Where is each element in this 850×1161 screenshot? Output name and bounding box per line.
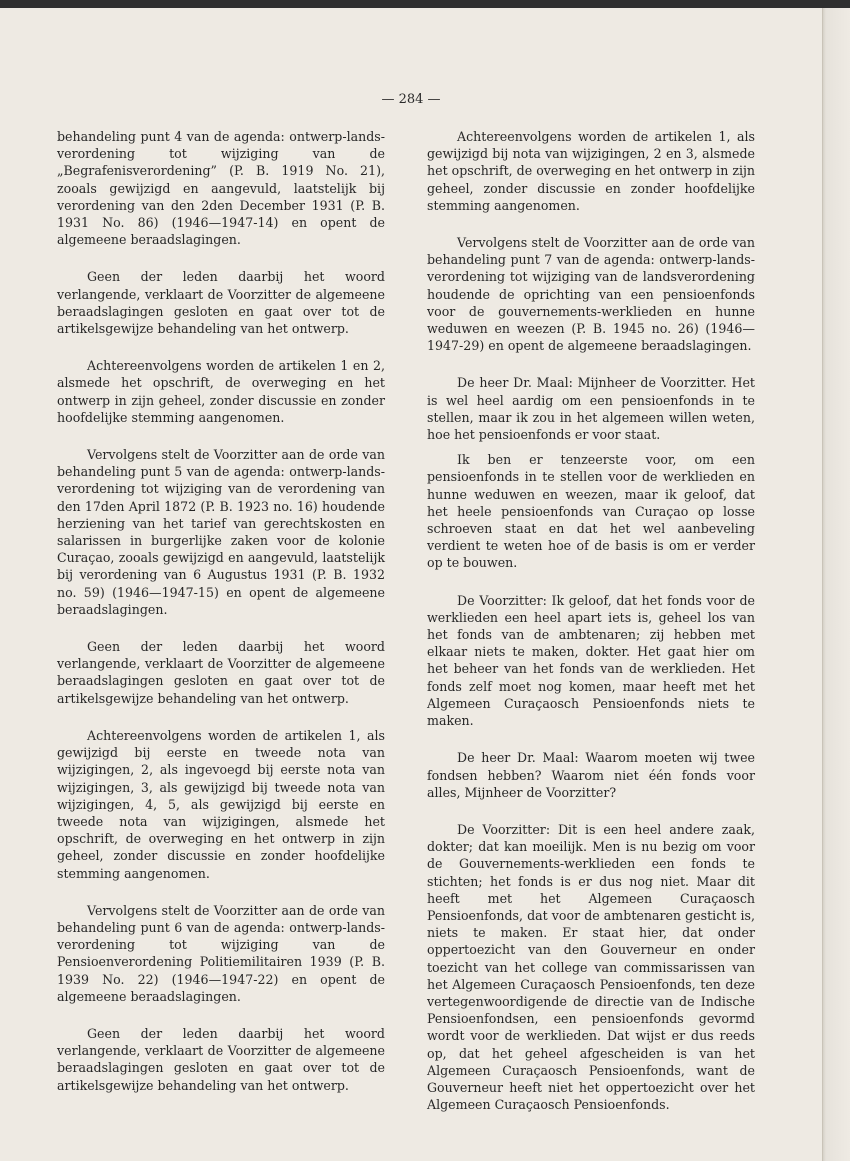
- paragraph: Achtereenvolgens worden de artikelen 1, als gewijzigd bij nota van wijzigingen, 2 en 3, alsmede het opschrift, de overweging en het ontwerp in zijn geheel, zonder discussie en zonder hoofdelijke stemming aangenomen.: [427, 129, 755, 213]
- paragraph: De Voorzitter: Ik geloof, dat het fonds voor de werklieden een heel apart iets is, geheel los van het fonds van de ambtenaren; zij hebben met elkaar niets te maken, dokter. Het gaat hier om het beheer van het fonds van de werklieden. Het fonds zelf moet nog komen, maar heeft met het Algemeen Curaçaosch Pensioenfonds niets te maken.: [427, 592, 755, 729]
- page-edge: [822, 8, 850, 1161]
- paragraph: Ik ben er tenzeerste voor, om een pensioenfonds in te stellen voor de werklieden en hunne weduwen en weezen, maar ik geloof, dat het heele pensioenfonds van Curaçao op losse schroeven staat en dat het wel aanbeveling verdient te weten hoe of de basis is om er verder op te bouwen.: [427, 452, 755, 571]
- paragraph: Achtereenvolgens worden de artikelen 1 en 2, alsmede het opschrift, de overweging en het ontwerp in zijn geheel, zonder discussie en zonder hoofdelijke stemming aangenomen.: [57, 358, 385, 425]
- paragraph: behandeling punt 4 van de agenda: ontwerp-lands-verordening tot wijziging van de „Begrafenisverordening” (P. B. 1919 No. 21), zooals gewijzigd en aangevuld, laatstelijk bij verordening van den 2den December 1931 (P. B. 1931 No. 86) (1946—1947-14) en opent de algemeene beraadslagingen.: [57, 129, 385, 248]
- paragraph: Vervolgens stelt de Voorzitter aan de orde van behandeling punt 5 van de agenda: ontwerp-lands-verordening tot wijziging van de verordening van den 17den April 1872 (P. B. 1923 no. 16) houdende herziening van het tarief van gerechtskosten en salarissen in burgerlijke zaken voor de kolonie Curaçao, zooals gewijzigd en aangevuld, laatstelijk bij verordening van 6 Augustus 1931 (P. B. 1932 no. 59) (1946—1947-15) en opent de algemeene beraadslagingen.: [57, 447, 385, 617]
- paragraph: Vervolgens stelt de Voorzitter aan de orde van behandeling punt 7 van de agenda: ontwerp-lands-verordening tot wijziging van de landsverordening houdende de oprichting van een pensioenfonds voor de gouvernements-werklieden en hunne weduwen en weezen (P. B. 1945 no. 26) (1946—1947-29) en opent de algemeene beraadslagingen.: [427, 235, 755, 354]
- paragraph: De Voorzitter: Dit is een heel andere zaak, dokter; dat kan moeilijk. Men is nu bezig om voor de Gouvernements-werklieden een fonds te stichten; het fonds is er dus nog niet. Maar dit heeft met het Algemeen Curaçaosch Pensioenfonds, dat voor de ambtenaren gesticht is, niets te maken. Er staat hier, dat onder oppertoezicht van den Gouverneur en onder toezicht van het college van commissarissen van het Algemeen Curaçaosch Pensioenfonds, ten deze vertegenwoordigende de directie van de Indische Pensioenfondsen, een pensioenfonds gevormd wordt voor de werklieden. Dat wijst er dus reeds op, dat het geheel afgescheiden is van het Algemeen Curaçaosch Pensioenfonds, want de Gouverneur heeft niet het oppertoezicht over het Algemeen Curaçaosch Pensioenfonds.: [427, 821, 755, 1113]
- left-column: [57, 128, 385, 1114]
- right-column: [427, 128, 755, 1133]
- page-number: — 284 —: [381, 92, 441, 107]
- paragraph: Geen der leden daarbij het woord verlangende, verklaart de Voorzitter de algemeene beraadslagingen gesloten en gaat over tot de artikelsgewijze behandeling van het ontwerp.: [57, 269, 385, 337]
- scan-top-border: [0, 0, 850, 8]
- paragraph: Geen der leden daarbij het woord verlangende, verklaart de Voorzitter de algemeene beraadslagingen gesloten en gaat over tot de artikelsgewijze behandeling van het ontwerp.: [57, 1025, 385, 1093]
- paragraph: Vervolgens stelt de Voorzitter aan de orde van behandeling punt 6 van de agenda: ontwerp-lands-verordening tot wijziging van de Pensioenverordening Politiemilitairen 1939 (P. B. 1939 No. 22) (1946—1947-22) en opent de algemeene beraadslagingen.: [57, 902, 385, 1004]
- paragraph: De heer Dr. Maal: Waarom moeten wij twee fondsen hebben? Waarom niet één fonds voor alles, Mijnheer de Voorzitter?: [427, 750, 755, 800]
- paragraph: De heer Dr. Maal: Mijnheer de Voorzitter. Het is wel heel aardig om een pensioenfonds in te stellen, maar ik zou in het algemeen willen weten, hoe het pensioenfonds er voor staat.: [427, 375, 755, 443]
- paragraph: Geen der leden daarbij het woord verlangende, verklaart de Voorzitter de algemeene beraadslagingen gesloten en gaat over tot de artikelsgewijze behandeling van het ontwerp.: [57, 639, 385, 706]
- paragraph: Achtereenvolgens worden de artikelen 1, als gewijzigd bij eerste en tweede nota van wijzigingen, 2, als ingevoegd bij eerste nota van wijzigingen, 3, als gewijzigd bij tweede nota van wijzigingen, 4, 5, als gewijzigd bij eerste en tweede nota van wijzigingen, alsmede het opschrift, de overweging en het ontwerp in zijn geheel, zonder discussie en zonder hoofdelijke stemming aangenomen.: [57, 727, 385, 881]
